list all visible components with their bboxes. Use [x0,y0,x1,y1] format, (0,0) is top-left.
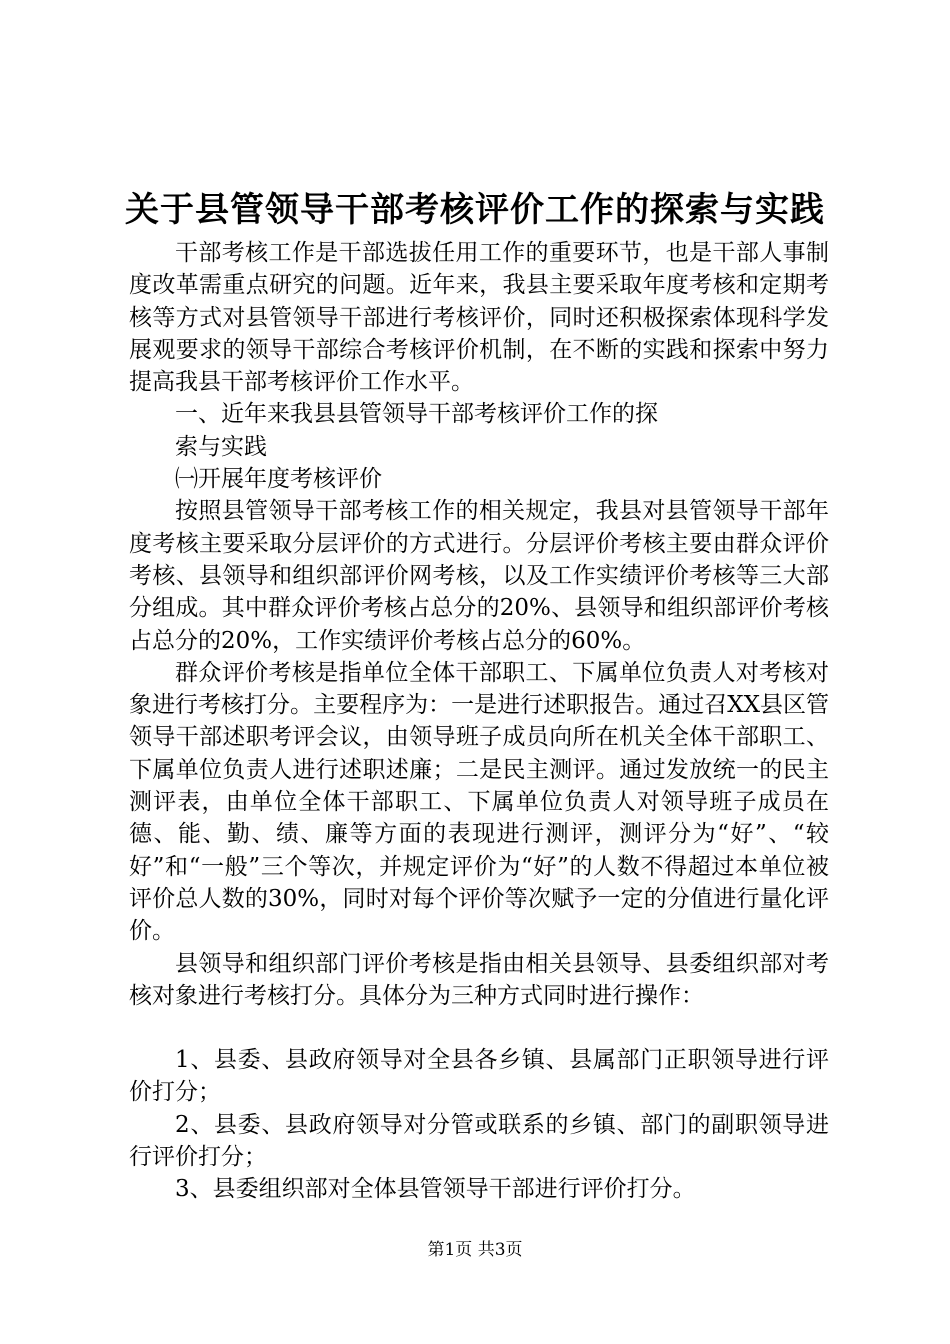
document-body [129,237,829,1206]
blank-line [129,1012,829,1044]
document-title: 关于县管领导干部考核评价工作的探索与实践 [125,190,825,230]
page-footer: 第1页 共3页 [427,1240,523,1260]
paragraph-leader-evaluation: 县领导和组织部门评价考核是指由相关县领导、县委组织部对考核对象进行考核打分。具体分为三种方式同时进行操作： [129,950,829,1009]
list-item-3: 3、县委组织部对全体县管领导干部进行评价打分。 [175,1176,696,1203]
list-item-1: 1、县委、县政府领导对全县各乡镇、县属部门正职领导进行评价打分； [129,1047,829,1106]
list-item-2: 2、县委、县政府领导对分管或联系的乡镇、部门的副职领导进行评价打分； [129,1111,829,1171]
paragraph-annual-review: 按照县管领导干部考核工作的相关规定，我县对县管领导干部年度考核主要采取分层评价的方式进行。分层评价考核主要由群众评价考核、县领导和组织部评价网考核，以及工作实绩评价考核等三大部分组成。其中群众评价考核占总分的20%、县领导和组织部评价考核占总分的20%，工作实绩评价考核占总分的60%。 [129,498,829,654]
intro-paragraph: 干部考核工作是干部选拔任用工作的重要环节，也是干部人事制度改革需重点研究的问题。近年来，我县主要采取年度考核和定期考核等方式对县管领导干部进行考核评价，同时还积极探索体现科学发展观要求的领导干部综合考核评价机制，在不断的实践和探索中努力提高我县干部考核评价工作水平。 [129,240,829,396]
section-heading-line-2: 索与实践 [175,433,267,460]
subsection-heading: ㈠开展年度考核评价 [175,466,382,493]
paragraph-mass-evaluation: 群众评价考核是指单位全体干部职工、下属单位负责人对考核对象进行考核打分。主要程序为：一是进行述职报告。通过召XX县区管领导干部述职考评会议，由领导班子成员向所在机关全体干部职工、下属单位负责人进行述职述廉；二是民主测评。通过发放统一的民主测评表，由单位全体干部职工、下属单位负责人对领导班子成员在德、能、勤、绩、廉等方面的表现进行测评，测评分为“好”、“较好”和“一般”三个等次，并规定评价为“好”的人数不得超过本单位被评价总人数的30%，同时对每个评价等次赋予一定的分值进行量化评价。 [129,659,829,945]
section-heading-line-1: 一、近年来我县县管领导干部考核评价工作的探 [175,401,658,428]
